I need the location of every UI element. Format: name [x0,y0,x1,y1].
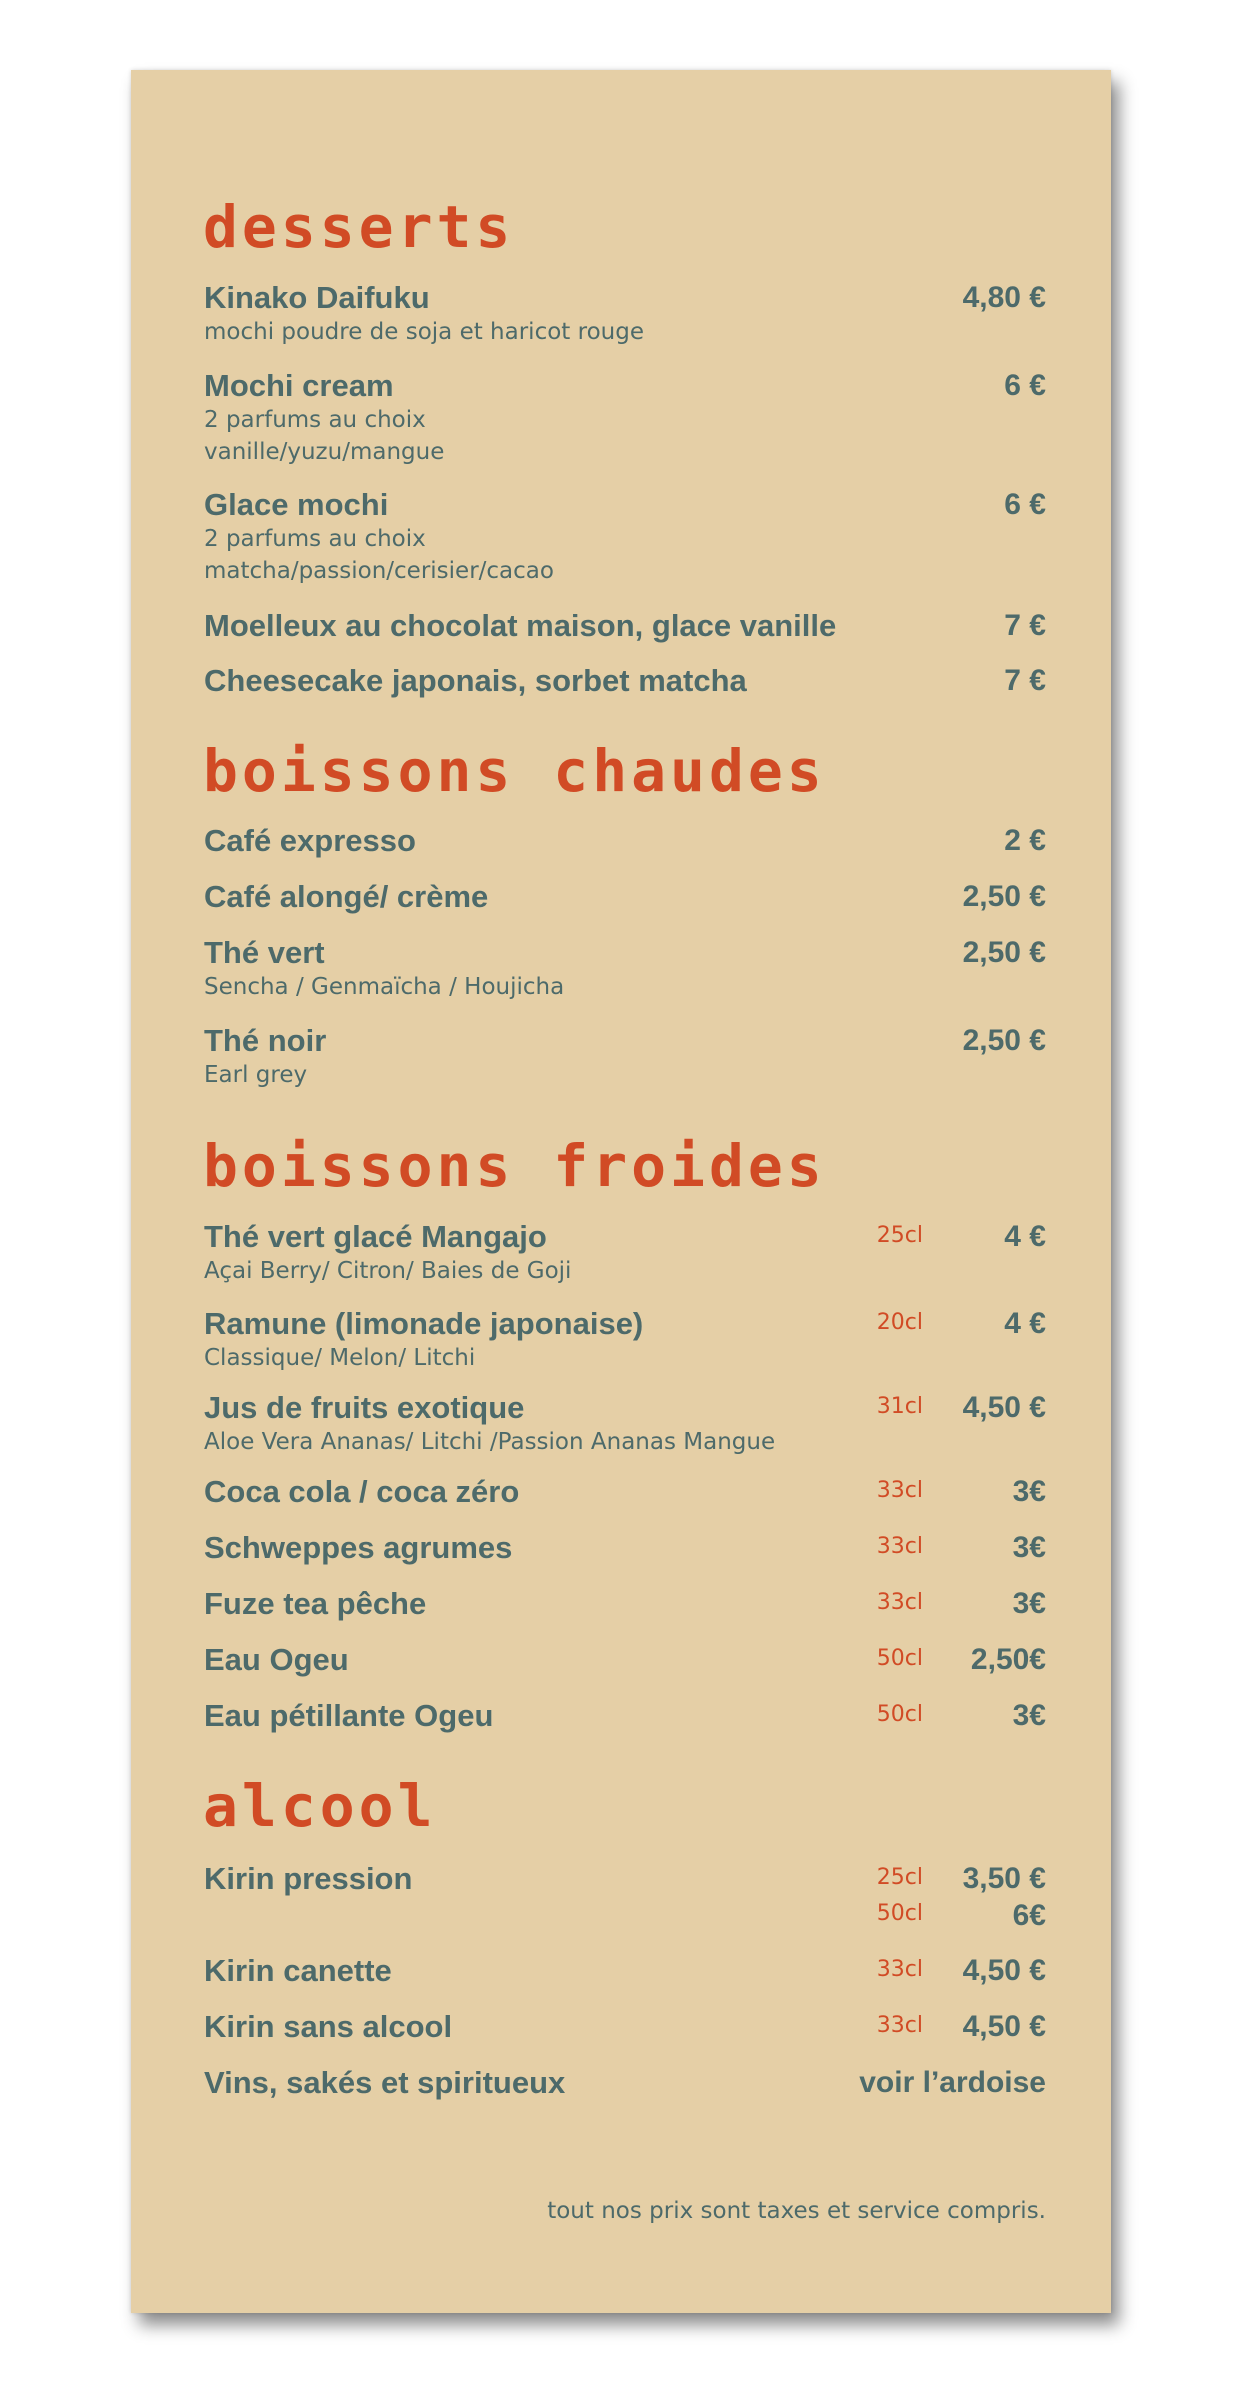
item-price: 2,50 € [962,880,1046,913]
menu-item [204,1306,1046,1374]
section-title-cold-drinks: boissons froides [203,1132,826,1200]
item-volume: 33cl [876,1590,923,1615]
item-description: matcha/passion/cerisier/cacao [204,558,554,584]
item-description: Aloe Vera Ananas/ Litchi /Passion Ananas Mangue [204,1429,776,1455]
item-price: 2,50 € [962,1024,1046,1057]
menu-item [204,1023,1046,1091]
footer-note: tout nos prix sont taxes et service compris. [547,2198,1046,2224]
item-name: Eau Ogeu [204,1642,349,1677]
item-description: Earl grey [204,1062,308,1088]
item-name: Eau pétillante Ogeu [204,1698,494,1733]
item-name: Vins, sakés et spiritueux [204,2065,566,2100]
item-volume: 25cl [876,1865,923,1890]
item-price: voir l’ardoise [859,2066,1046,2099]
item-price: 7 € [1004,609,1046,642]
item-name: Cheesecake japonais, sorbet matcha [204,663,747,698]
item-price: 6€ [1012,1899,1046,1932]
menu-item [204,1953,1046,1989]
item-price: 3,50 € [962,1862,1046,1895]
item-price: 7 € [1004,664,1046,697]
item-name: Thé vert [204,935,325,970]
menu-item [204,1861,1046,1932]
item-name: Kirin canette [204,1953,392,1988]
menu-item [204,1698,1046,1734]
menu-item [204,608,1046,644]
menu-item [204,2065,1046,2101]
menu-item [204,823,1046,859]
menu-item [204,1586,1046,1622]
item-name: Coca cola / coca zéro [204,1474,520,1509]
item-name: Thé noir [204,1023,327,1058]
item-price: 6 € [1004,488,1046,521]
item-description: Classique/ Melon/ Litchi [204,1345,476,1371]
item-description: mochi poudre de soja et haricot rouge [204,319,644,345]
item-volume: 31cl [876,1394,923,1419]
section-title-desserts: desserts [203,193,515,261]
menu-item [204,935,1046,1003]
menu-item [204,1642,1046,1678]
item-name: Jus de fruits exotique [204,1390,525,1425]
menu-card [131,70,1111,2313]
item-name: Glace mochi [204,487,389,522]
section-title-alcohol: alcool [203,1772,437,1840]
item-price: 2,50€ [970,1643,1046,1676]
item-name: Café expresso [204,823,416,858]
menu-item [204,1530,1046,1566]
item-price: 4,80 € [962,281,1046,314]
item-volume: 33cl [876,1534,923,1559]
item-volume: 33cl [876,1478,923,1503]
item-name: Café alongé/ crème [204,879,489,914]
item-volume: 50cl [876,1901,923,1926]
item-name: Kinako Daifuku [204,280,430,315]
item-description: Sencha / Genmaïcha / Houjicha [204,974,565,1000]
item-volume: 20cl [876,1310,923,1335]
item-price: 4 € [1004,1307,1046,1340]
section-title-hot-drinks: boissons chaudes [203,737,826,805]
menu-item [204,487,1046,587]
item-name: Kirin sans alcool [204,2009,453,2044]
item-volume: 50cl [876,1646,923,1671]
menu-item [204,1390,1046,1458]
item-price: 4 € [1004,1220,1046,1253]
menu-item [204,1219,1046,1287]
item-description: vanille/yuzu/mangue [204,439,445,465]
item-name: Thé vert glacé Mangajo [204,1219,547,1254]
item-price: 3€ [1012,1531,1046,1564]
item-price: 4,50 € [962,1954,1046,1987]
menu-item [204,663,1046,699]
item-volume: 25cl [876,1223,923,1248]
item-name: Mochi cream [204,368,394,403]
item-price: 2 € [1004,824,1046,857]
menu-item [204,1474,1046,1510]
item-volume: 33cl [876,1957,923,1982]
item-name: Fuze tea pêche [204,1586,427,1621]
menu-item [204,879,1046,915]
item-price: 2,50 € [962,936,1046,969]
item-description: Açai Berry/ Citron/ Baies de Goji [204,1258,572,1284]
item-price: 3€ [1012,1587,1046,1620]
item-description: 2 parfums au choix [204,526,426,552]
item-price: 6 € [1004,369,1046,402]
item-name: Kirin pression [204,1861,413,1896]
item-volume: 33cl [876,2013,923,2038]
menu-item [204,280,1046,348]
item-price: 4,50 € [962,1391,1046,1424]
menu-item [204,368,1046,468]
item-name: Ramune (limonade japonaise) [204,1306,644,1341]
item-volume: 50cl [876,1702,923,1727]
item-price: 4,50 € [962,2010,1046,2043]
item-name: Moelleux au chocolat maison, glace vanille [204,608,837,643]
item-price: 3€ [1012,1699,1046,1732]
item-description: 2 parfums au choix [204,407,426,433]
item-price: 3€ [1012,1475,1046,1508]
menu-item [204,2009,1046,2045]
item-name: Schweppes agrumes [204,1530,513,1565]
